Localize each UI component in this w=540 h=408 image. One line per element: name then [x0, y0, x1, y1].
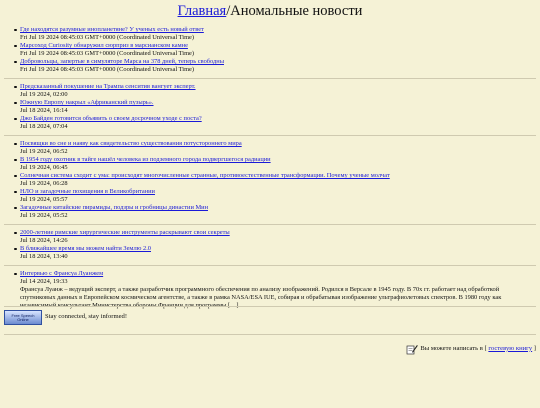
news-item-link[interactable]: Марсоход Curiosity обнаружил сюрприз в марсианском камне: [20, 42, 188, 50]
news-item-date: Jul 19 2024, 05:57: [20, 196, 68, 204]
news-group-list: [0, 83, 540, 131]
news-item: [20, 188, 540, 204]
divider: [4, 224, 536, 225]
free-speech-badge[interactable]: Free Speech Online: [4, 310, 42, 325]
news-group: [0, 26, 540, 74]
news-group: [0, 140, 540, 220]
news-item: [20, 42, 540, 58]
divider: [4, 78, 536, 79]
news-item-link[interactable]: Солнечная система сходит с ума: происходят многочисленные странные, противоестественные трансформации. Почему ученые молчат: [20, 172, 390, 180]
news-item-date: Jul 18 2024, 16:14: [20, 107, 68, 115]
section-title: Аномальные новости: [230, 3, 363, 19]
guestbook-suffix: ]: [533, 344, 536, 352]
news-item-link[interactable]: Джо Байден готовится объявить о своем досрочном уходе с поста?: [20, 115, 202, 123]
news-item-link[interactable]: 2000-летние римские хирургические инструменты раскрывают свои секреты: [20, 229, 230, 237]
news-item: [20, 156, 540, 172]
news-item-date: Jul 19 2024, 06:45: [20, 164, 68, 172]
news-item-link[interactable]: НЛО и загадочные похищения в Великобритании: [20, 188, 155, 196]
page-title: [0, 3, 540, 20]
news-item-link[interactable]: Где находятся разумные инопланетяне? У ученых есть новый ответ: [20, 26, 204, 34]
news-group-list: [0, 140, 540, 220]
news-item-link[interactable]: Загадочные китайские пирамиды, подзры и гробницы династии Мин: [20, 204, 208, 212]
news-item: [20, 229, 540, 245]
news-item: [20, 26, 540, 42]
guestbook-prefix: Вы можете написать в [: [420, 344, 487, 352]
news-item-date: Jul 18 2024, 13:40: [20, 253, 68, 261]
news-item-date: Jul 19 2024, 05:52: [20, 212, 68, 220]
title-separator: /: [226, 3, 231, 19]
news-item-link[interactable]: Поcвящки во сне и наяву как свидетельство существования потустороннего мира: [20, 140, 242, 148]
news-item: [20, 58, 540, 74]
news-item: [20, 115, 540, 131]
news-item-date: Jul 18 2024, 07:04: [20, 123, 68, 131]
news-item-link[interactable]: Предсказанный покушение на Трампа сенситив вангует эксперт.: [20, 83, 196, 91]
featured-description: Франсуа Луанж – ведущий эксперт, а также разработчик программного обеспечения по анализу изображений. Родился в Версале в 1945 году. В 70х гг. работает над обработкой спутниковых данных в Европейском космическом агентстве, а также в рамка NASA/ESA IUE, собирая и обрабатывая изображение ультрафиолетовых спектров. В 1980 году как независимый консультант Министерства обороны Франции для программы […]: [20, 286, 502, 310]
news-item-date: Jul 19 2024, 06:28: [20, 180, 68, 188]
guestbook-line: [406, 343, 536, 355]
pen-icon: [406, 343, 418, 355]
featured-link[interactable]: Интервью с Франсуа Луанжем: [20, 270, 104, 278]
news-item: [20, 83, 540, 99]
home-link[interactable]: Главная: [177, 3, 227, 19]
divider: [4, 265, 536, 266]
divider: [0, 330, 540, 339]
news-group-list: [0, 26, 540, 74]
stay-connected-text: Stay connected, stay informed!: [45, 313, 128, 321]
news-item-date: Jul 19 2024, 06:52: [20, 148, 68, 156]
news-item-date: Fri Jul 19 2024 08:45:03 GMT+0000 (Coordinated Universal Time): [20, 34, 195, 42]
news-item-date: Jul 18 2024, 14:26: [20, 237, 68, 245]
news-item: [20, 245, 540, 261]
news-item-link[interactable]: Южную Европу накрыл «Африканский пузырь».: [20, 99, 154, 107]
news-item: [20, 172, 540, 188]
news-list: [0, 26, 540, 310]
news-item: [20, 140, 540, 156]
news-group-list: [0, 229, 540, 261]
featured-date: Jul 14 2024, 19:33: [20, 278, 68, 286]
divider: [4, 135, 536, 136]
news-group: [0, 83, 540, 131]
free-speech-banner: [4, 310, 127, 325]
news-item-link[interactable]: В ближайшее время мы можем найти Землю 2.0: [20, 245, 151, 253]
news-group: [0, 229, 540, 261]
news-item-date: Jul 19 2024, 02:00: [20, 91, 68, 99]
news-item-link[interactable]: В 1954 году охотник в тайге нашёл человека из подземного города подвергшегося радиации: [20, 156, 271, 164]
news-item-date: Fri Jul 19 2024 08:45:03 GMT+0000 (Coordinated Universal Time): [20, 50, 195, 58]
news-item: [20, 99, 540, 115]
news-item-link[interactable]: Добровольцы, запертые в симуляторе Марса на 378 дней, теперь свободны: [20, 58, 224, 66]
guestbook-link[interactable]: гостевую книгу: [488, 344, 533, 352]
news-item: [20, 204, 540, 220]
news-item-date: Fri Jul 19 2024 08:45:03 GMT+0000 (Coordinated Universal Time): [20, 66, 195, 74]
